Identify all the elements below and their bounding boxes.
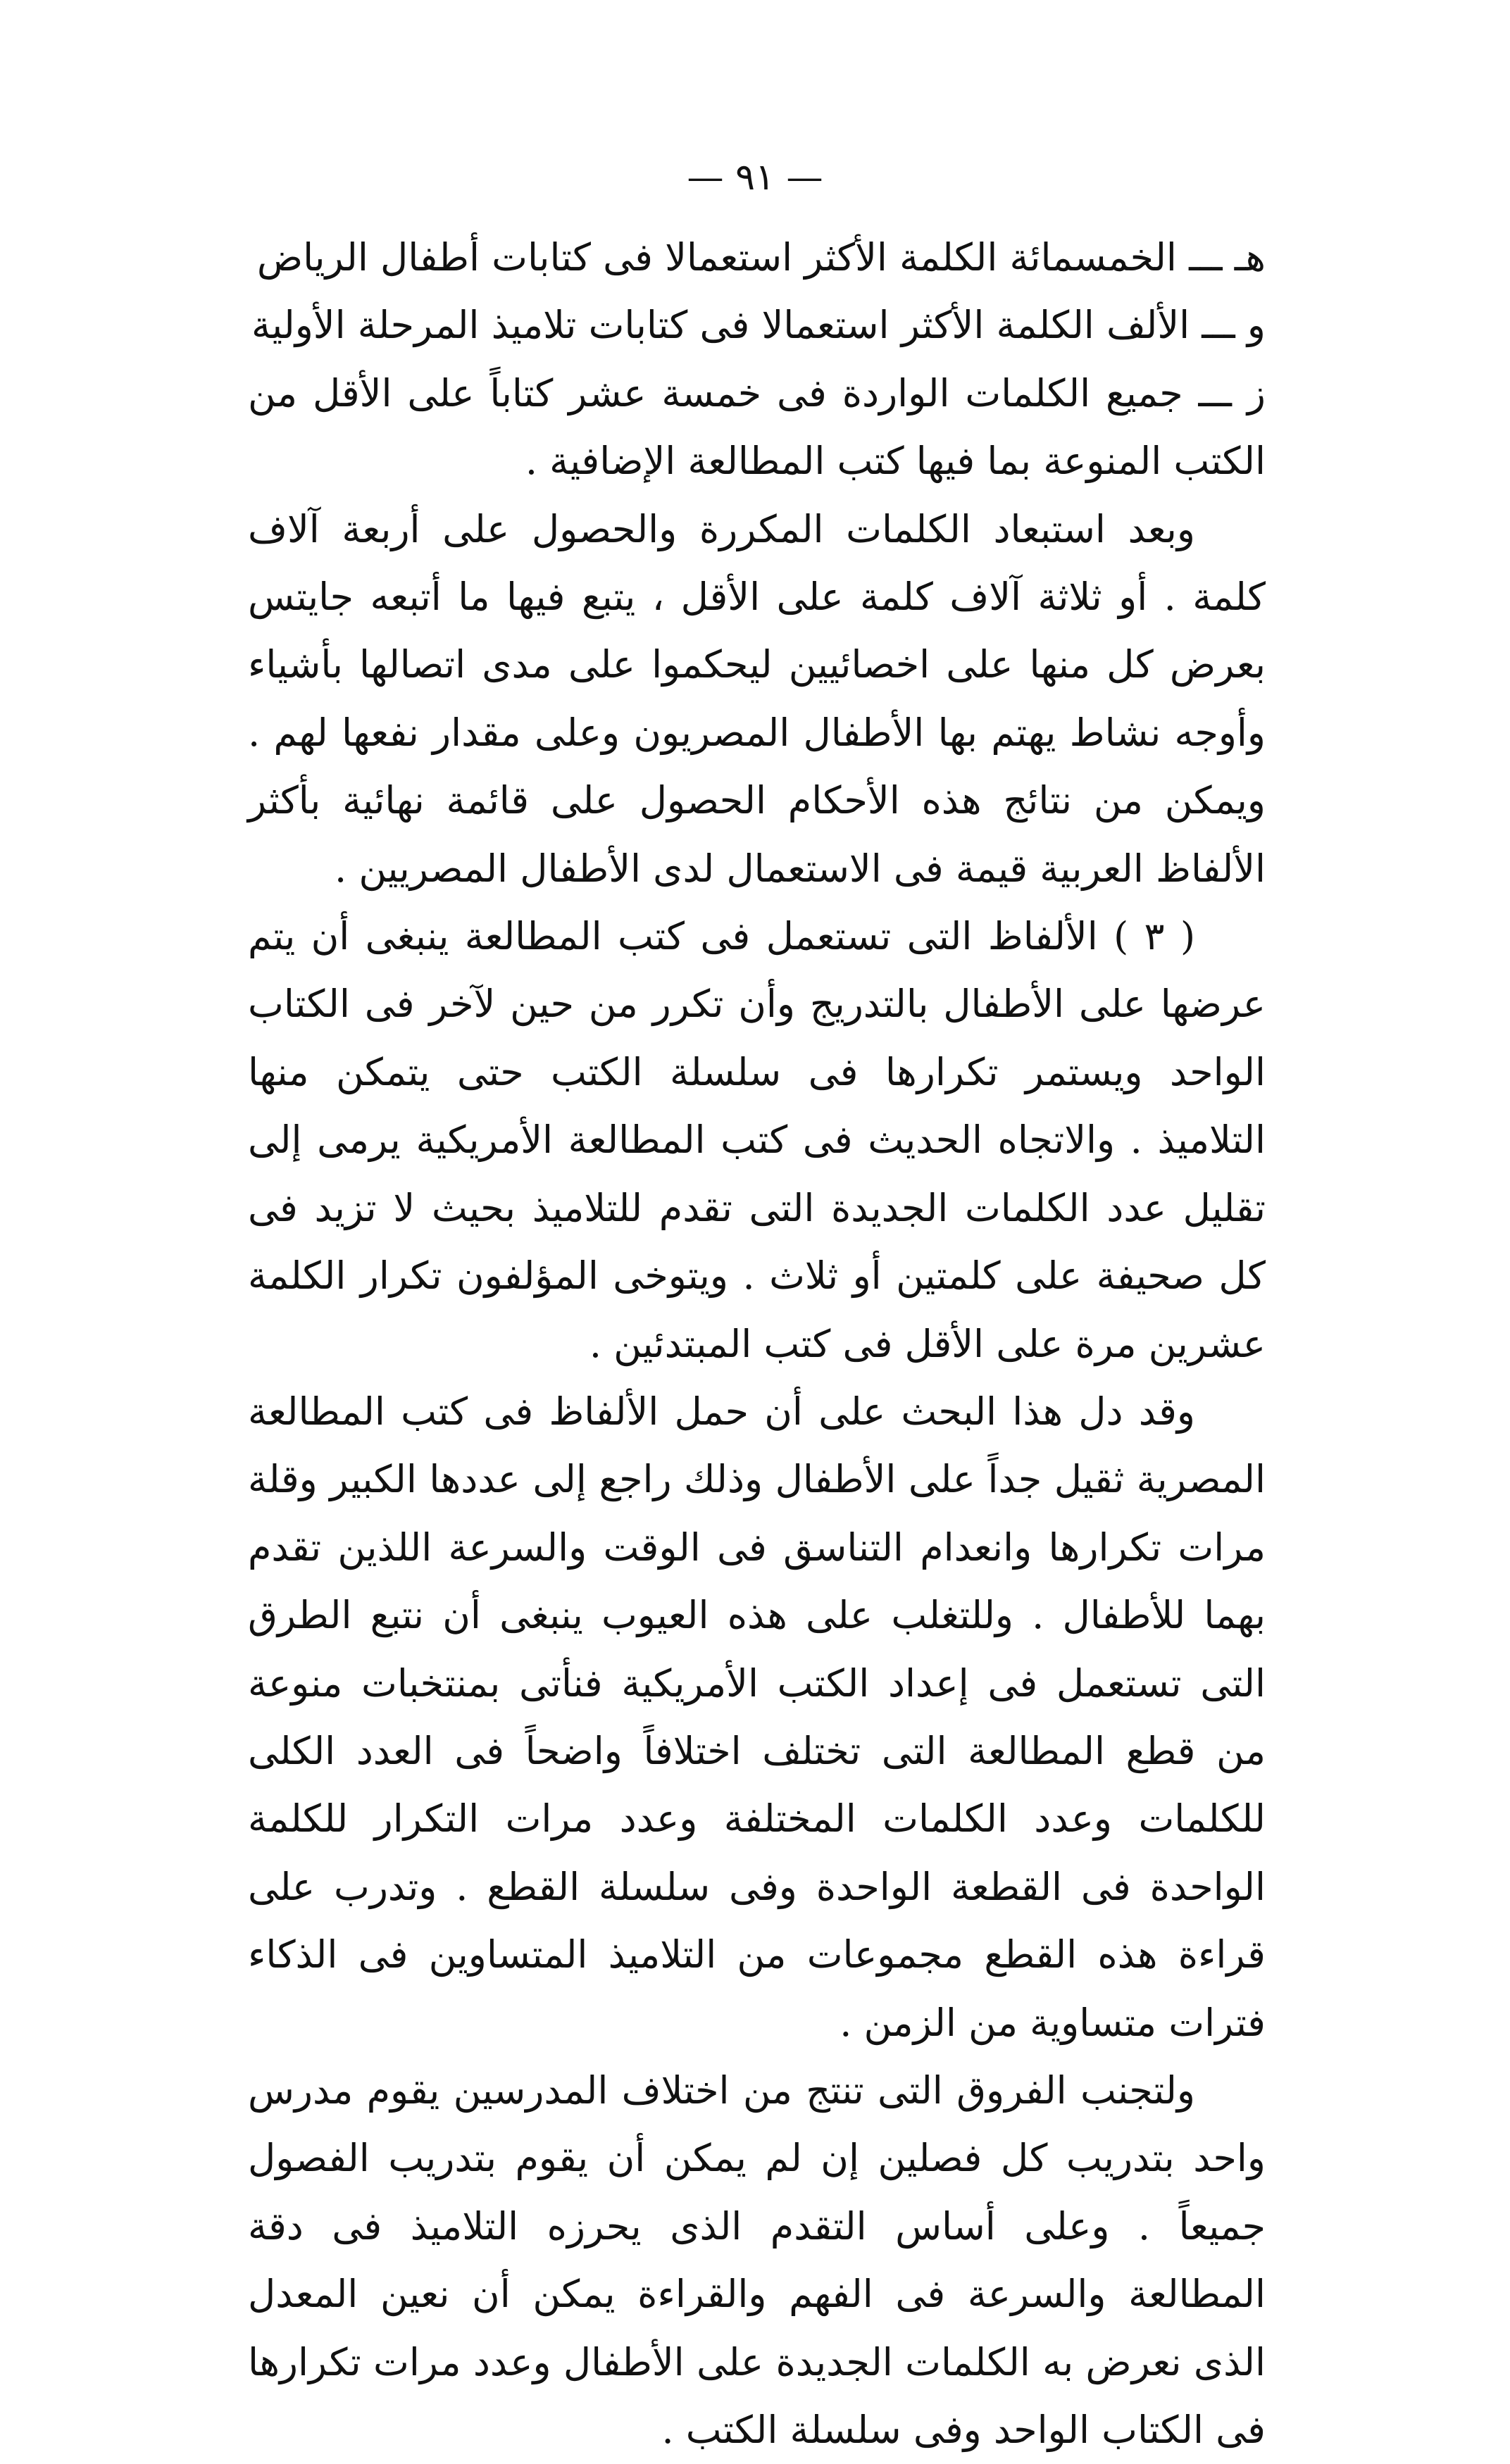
list-item-he: هـ ـــ الخمسمائة الكلمة الأكثر استعمالا فى كتابات أطفال الرياض (256, 235, 1266, 280)
body-text (248, 224, 1266, 2464)
paragraph-research-findings: وقد دل هذا البحث على أن حمل الألفاظ فى كتب المطالعة المصرية ثقيل جداً على الأطفال وذلك راجع إلى عددها الكبير وقلة مرات تكرارها وانعدام التناسق فى الوقت والسرعة اللذين تقدم بهما للأطفال . وللتغلب على هذه العيوب ينبغى أن نتبع الطرق التى تستعمل فى إعداد الكتب الأمريكية فنأتى بمنتخبات منوعة من قطع المطالعة التى تختلف اختلافاً واضحاً فى العدد الكلى للكلمات وعدد الكلمات المختلفة وعدد مرات التكرار للكلمة الواحدة فى القطعة الواحدة وفى سلسلة القطع . وتدرب على قراءة هذه القطع مجموعات من التلاميذ المتساوين فى الذكاء فترات متساوية من الزمن . (248, 1389, 1266, 2045)
paragraph-word-list: وبعد استبعاد الكلمات المكررة والحصول على أربعة آلاف كلمة . أو ثلاثة آلاف كلمة على الأقل ، يتبع فيها ما أتبعه جايتس بعرض كل منها على اخصائيين ليحكموا على مدى اتصالها بأشياء وأوجه نشاط يهتم بها الأطفال المصريون وعلى مقدار نفعها لهم . ويمكن من نتائج هذه الأحكام الحصول على قائمة نهائية بأكثر الألفاظ العربية قيمة فى الاستعمال لدى الأطفال المصريين . (248, 506, 1266, 891)
page-number: — ٩١ — (687, 156, 823, 199)
paragraph-point-3: ( ٣ ) الألفاظ التى تستعمل فى كتب المطالعة ينبغى أن يتم عرضها على الأطفال بالتدريج وأن تكرر من حين لآخر فى الكتاب الواحد ويستمر تكرارها فى سلسلة الكتب حتى يتمكن منها التلاميذ . والاتجاه الحديث فى كتب المطالعة الأمريكية يرمى إلى تقليل عدد الكلمات الجديدة التى تقدم للتلاميذ بحيث لا تزيد فى كل صحيفة على كلمتين أو ثلاث . ويتوخى المؤلفون تكرار الكلمة عشرين مرة على الأقل فى كتب المبتدئين . (248, 914, 1266, 1366)
list-item-zay: ز ـــ جميع الكلمات الواردة فى خمسة عشر كتاباً على الأقل من الكتب المنوعة بما فيها كتب المطالعة الإضافية . (248, 370, 1266, 484)
list-item-waw: و ـــ الألف الكلمة الأكثر استعمالا فى كتابات تلاميذ المرحلة الأولية (251, 303, 1266, 348)
paragraph-teacher-training: ولتجنب الفروق التى تنتج من اختلاف المدرسين يقوم مدرس واحد بتدريب كل فصلين إن لم يمكن أن يقوم بتدريب الفصول جميعاً . وعلى أساس التقدم الذى يحرزه التلاميذ فى دقة المطالعة والسرعة فى الفهم والقراءة يمكن أن نعين المعدل الذى نعرض به الكلمات الجديدة على الأطفال وعدد مرات تكرارها فى الكتاب الواحد وفى سلسلة الكتب . (248, 2068, 1266, 2452)
